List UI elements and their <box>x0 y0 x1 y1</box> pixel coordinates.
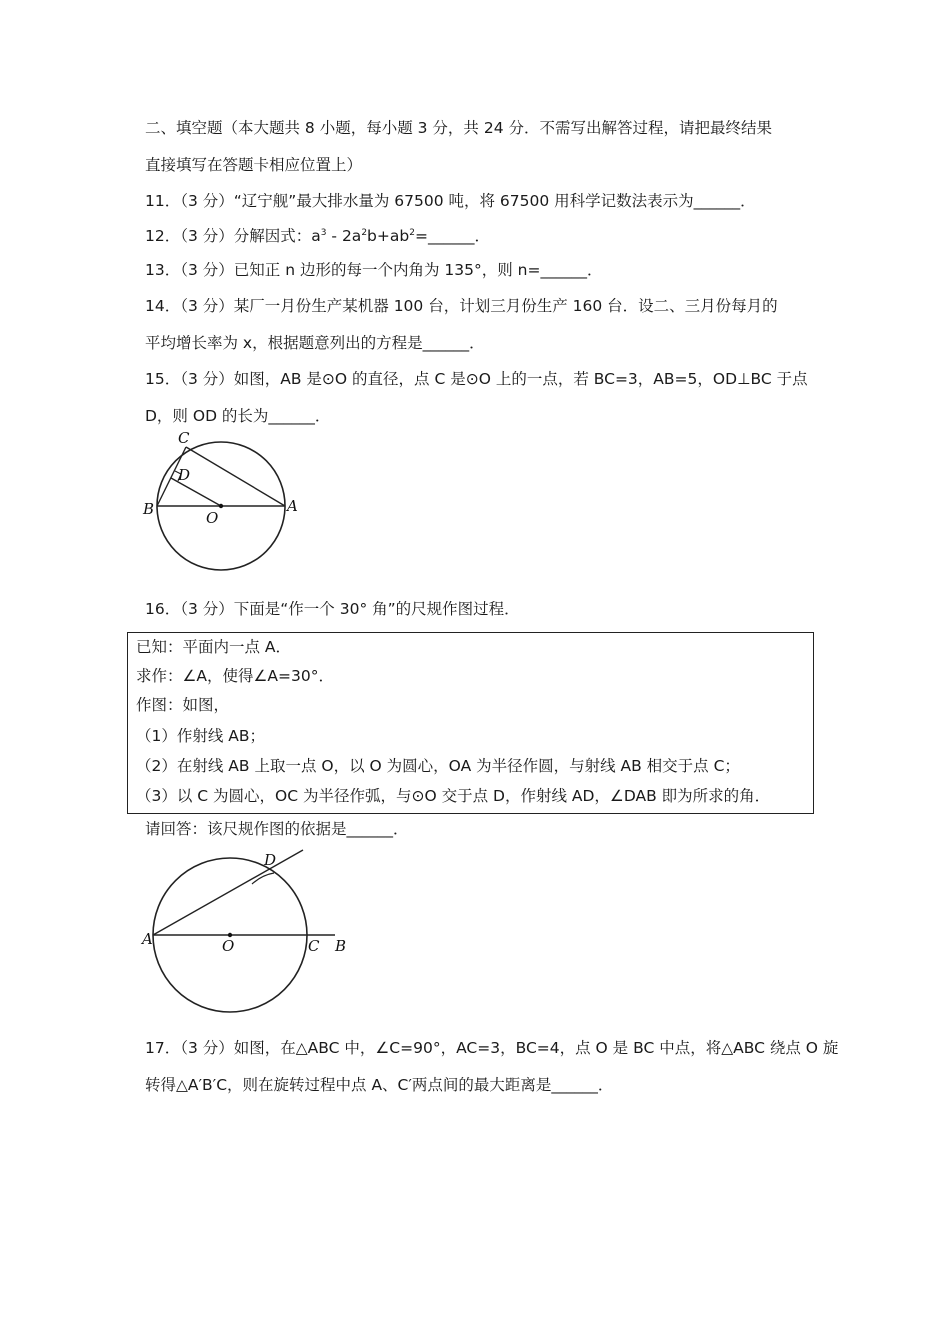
q15-chord-ca <box>186 447 285 506</box>
q12-exp-3: 3 <box>320 227 327 238</box>
section-heading-line2: 直接填写在答题卡相应位置上） <box>145 156 363 174</box>
q16-label-a: A <box>142 930 153 948</box>
q15-label-o: O <box>206 509 219 527</box>
q12-expr-2a: - 2a <box>326 227 362 245</box>
question-13: 13．（3 分）已知正 n 边形的每一个内角为 135°，则 n=______． <box>145 261 603 279</box>
question-12 <box>145 225 490 247</box>
q16-label-b: B <box>335 937 347 955</box>
section-heading-line1: 二、填空题（本大题共 8 小题，每小题 3 分，共 24 分．不需写出解答过程，请把最终结果 <box>145 119 773 137</box>
q16-construction-arc <box>252 873 274 884</box>
q12-blank: =______． <box>414 227 490 245</box>
q16-ray-ad <box>153 850 303 935</box>
q12-exp-2a: 2 <box>361 227 368 238</box>
q16-label-c: C <box>308 937 320 955</box>
q15-label-d: D <box>178 466 191 484</box>
question-11: 11．（3 分）“辽宁舰”最大排水量为 67500 吨，将 67500 用科学记数法表示为______． <box>145 192 756 210</box>
box-given: 已知：平面内一点 A． <box>136 638 292 656</box>
question-15-line1: 15．（3 分）如图，AB 是⊙O 的直径，点 C 是⊙O 上的一点，若 BC=3，AB=5，OD⊥BC 于点 <box>145 370 808 388</box>
box-step3: （3）以 C 为圆心，OC 为半径作弧，与⊙O 交于点 D，作射线 AD，∠DAB 即为所求的角． <box>136 787 771 805</box>
q15-circle-figure <box>140 430 300 575</box>
box-step2: （2）在射线 AB 上取一点 O，以 O 为圆心，OA 为半径作圆，与射线 AB 相交于点 C； <box>136 757 740 775</box>
box-step1: （1）作射线 AB； <box>136 727 266 745</box>
question-14-line1: 14．（3 分）某厂一月份生产某机器 100 台，计划三月份生产 160 台．设二、三月份每月的 <box>145 297 778 315</box>
q15-label-b: B <box>143 500 155 518</box>
q16-label-d: D <box>264 851 277 869</box>
q12-expr-a: a <box>311 227 321 245</box>
question-15-line2: D，则 OD 的长为______． <box>145 407 331 425</box>
construction-box <box>127 632 814 814</box>
question-16-intro: 16．（3 分）下面是“作一个 30° 角”的尺规作图过程． <box>145 600 520 618</box>
q15-label-a: A <box>287 497 298 515</box>
question-16-answer: 请回答：该尺规作图的依据是______． <box>145 820 409 838</box>
q12-exp-2b: 2 <box>409 227 415 238</box>
question-17-line1: 17．（3 分）如图，在△ABC 中，∠C=90°，AC=3，BC=4，点 O 是 BC 中点，将△ABC 绕点 O 旋 <box>145 1039 839 1057</box>
q15-center-dot <box>219 504 223 508</box>
question-14-line2: 平均增长率为 x，根据题意列出的方程是______． <box>145 334 485 352</box>
box-required: 求作：∠A，使得∠A=30°． <box>136 667 334 685</box>
q12-prefix: 12．（3 分）分解因式： <box>145 227 312 245</box>
q15-label-c: C <box>178 429 190 447</box>
q16-label-o: O <box>222 937 235 955</box>
box-method: 作图：如图， <box>136 696 230 714</box>
q12-expr-bab: b+ab <box>367 227 410 245</box>
q16-construction-figure <box>140 845 360 1020</box>
question-17-line2: 转得△A′B′C，则在旋转过程中点 A、C′两点间的最大距离是______． <box>145 1076 614 1094</box>
